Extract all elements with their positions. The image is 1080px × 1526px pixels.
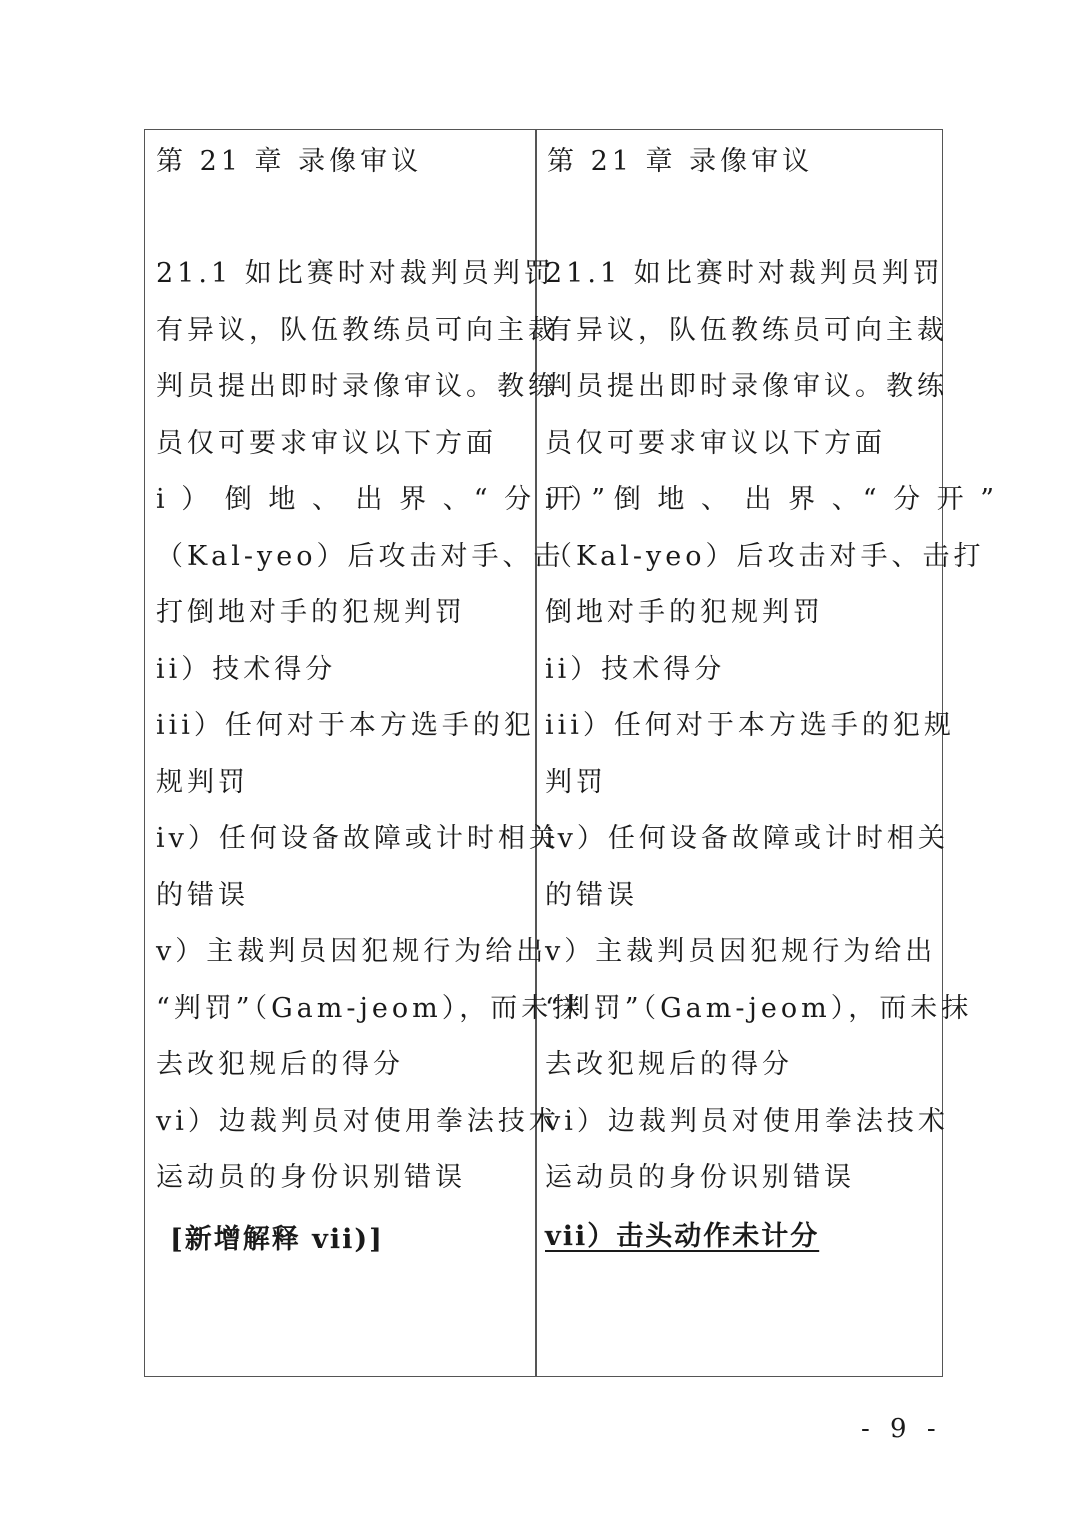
right-line-17: 运动员的身份识别错误 xyxy=(545,1162,855,1193)
left-line-16: vi）边裁判员对使用拳法技术 xyxy=(156,1106,560,1137)
left-line-15: 去改犯规后的得分 xyxy=(156,1049,404,1080)
right-line-2: 有异议，队伍教练员可向主裁 xyxy=(545,315,948,346)
right-column xyxy=(537,130,999,1376)
left-line-11: iv）任何设备故障或计时相关 xyxy=(156,823,560,854)
right-line-9: iii）任何对于本方选手的犯规 xyxy=(545,710,955,741)
left-line-8: ii）技术得分 xyxy=(156,654,337,685)
right-line-15: 去改犯规后的得分 xyxy=(545,1049,793,1080)
left-new-note: [新增解释 vii)] xyxy=(170,1224,384,1255)
right-line-4: 员仅可要求审议以下方面 xyxy=(545,428,886,459)
left-line-12: 的错误 xyxy=(156,880,249,911)
right-line-8: ii）技术得分 xyxy=(545,654,726,685)
left-line-3: 判员提出即时录像审议。教练 xyxy=(156,371,559,402)
right-line-3: 判员提出即时录像审议。教练 xyxy=(545,371,948,402)
left-line-17: 运动员的身份识别错误 xyxy=(156,1162,466,1193)
left-line-4: 员仅可要求审议以下方面 xyxy=(156,428,497,459)
left-line-6: （Kal-yeo）后攻击对手、击 xyxy=(156,541,565,572)
left-chapter-heading: 第 21 章 录像审议 xyxy=(156,146,423,177)
left-line-5: i ） 倒 地 、 出 界 、“ 分 开 ” xyxy=(156,484,610,515)
right-line-14: “判罚”（Gam-jeom），而未抹 xyxy=(545,993,973,1024)
left-line-9: iii）任何对于本方选手的犯 xyxy=(156,710,535,741)
right-line-5: i ） 倒 地 、 出 界 、“ 分 开 ” xyxy=(545,484,999,515)
left-line-2: 有异议，队伍教练员可向主裁 xyxy=(156,315,559,346)
right-line-16: vi）边裁判员对使用拳法技术 xyxy=(545,1106,949,1137)
left-column xyxy=(145,130,610,1376)
right-line-1: 21.1 如比赛时对裁判员判罚 xyxy=(545,258,944,289)
right-line-12: 的错误 xyxy=(545,880,638,911)
comparison-table xyxy=(144,129,999,1377)
left-line-13: v）主裁判员因犯规行为给出 xyxy=(156,936,548,967)
left-line-7: 打倒地对手的犯规判罚 xyxy=(156,597,466,628)
right-line-6: （Kal-yeo）后攻击对手、击打 xyxy=(545,541,985,572)
right-new-item: vii）击头动作未计分 xyxy=(545,1221,820,1252)
right-line-13: v）主裁判员因犯规行为给出 xyxy=(545,936,937,967)
right-line-10: 判罚 xyxy=(545,767,607,798)
right-chapter-heading: 第 21 章 录像审议 xyxy=(547,146,814,177)
left-line-10: 规判罚 xyxy=(156,767,249,798)
right-line-7: 倒地对手的犯规判罚 xyxy=(545,597,824,628)
left-line-1: 21.1 如比赛时对裁判员判罚 xyxy=(156,258,555,289)
page-number: - 9 - xyxy=(861,1414,942,1444)
right-line-11: iv）任何设备故障或计时相关 xyxy=(545,823,949,854)
left-line-14: “判罚”（Gam-jeom），而未抹 xyxy=(156,993,584,1024)
